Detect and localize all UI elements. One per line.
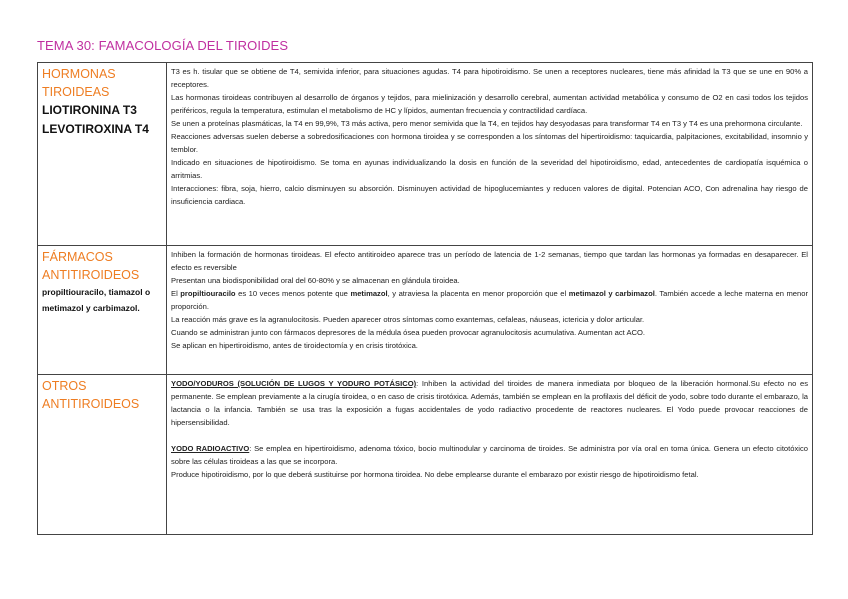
category-cell — [38, 375, 167, 535]
section-heading: YODO RADIOACTIVO — [171, 444, 250, 453]
paragraph: Las hormonas tiroideas contribuyen al desarrollo de órganos y tejidos, para mielinización y desarrollo cerebral, aumentan actividad metabólica y consumo de O2 en casi todos los tejidos periféricos, regula la temperatura, estimulan el metabolismo de HC y lípidos, aumentan frecuencia y contractilidad cardíaca. — [171, 93, 808, 115]
page-title: TEMA 30: FAMACOLOGÍA DEL TIROIDES — [37, 38, 289, 53]
drug-name: propiltiouracilo — [180, 289, 236, 298]
paragraph: Interacciones: fibra, soja, hierro, calcio disminuyen su absorción. Disminuyen actividad de hipoglucemiantes y reducen valores de digital. Potencian ACO, Con adrenalina hay riesgo de insuficiencia cardiaca. — [171, 184, 808, 206]
category-title: FÁRMACOS ANTITIROIDEOS — [42, 250, 140, 282]
description-cell — [167, 63, 813, 246]
paragraph: T3 es h. tisular que se obtiene de T4, semivida inferior, para situaciones agudas. T4 para hipotiroidismo. Se unen a receptores nucleares, tiene más afinidad la T3 que se une en 90% a receptores. — [171, 67, 808, 89]
category-cell — [38, 63, 167, 246]
paragraph: Presentan una biodisponibilidad oral del 60-80% y se almacenan en glándula tiroidea. — [171, 276, 460, 285]
category-drugs: LIOTIRONINA T3 LEVOTIROXINA T4 — [42, 103, 149, 136]
description-cell — [167, 246, 813, 375]
paragraph: YODO/YODUROS (SOLUCIÓN DE LUGOS Y YODURO POTÁSICO): Inhiben la actividad del tiroides de manera inmediata por bloqueo de la liberación hormonal.Su efecto no es permanente. Se emplean previamente a la cirugía tiroidea, o en caso de crisis tirotóxica. Además, también se emplean en la profilaxis del déficit de yodo, sobre todo durante el embarazo, la lactancia o la infancia. También se usa tras la exposición a fugas accidentales de yodo radiactivo procedente de reactores nucleares. El Yodo puede provocar reacciones de hipersensibilidad. — [171, 379, 809, 427]
paragraph: Se aplican en hipertiroidismo, antes de tiroidectomía y en crisis tirotóxica. — [171, 341, 418, 350]
paragraph: Se unen a proteínas plasmáticas, la T4 en 99,9%, T3 más activa, pero menor semivida que la T4, en tejidos hay desyodasas para transformar T4 en T3 y T4 es una prehormona circulante. — [171, 119, 803, 128]
paragraph: Cuando se administran junto con fármacos depresores de la médula ósea pueden provocar agranulocitosis acumulativa. Aumentan act ACO. — [171, 328, 646, 337]
paragraph: Indicado en situaciones de hipotiroidismo. Se toma en ayunas individualizando la dosis en función de la severidad del hipotiroidismo, edad, antecedentes de cardiopatía isquémica o arritmias. — [171, 158, 808, 180]
paragraph: Inhiben la formación de hormonas tiroideas. El efecto antitiroideo aparece tras un período de latencia de 1-2 semanas, tiempo que tardan las hormonas ya formadas en desaparecer. El efecto es reversible — [171, 250, 808, 272]
table-row-otros — [38, 375, 813, 535]
spacer — [171, 429, 808, 442]
description-cell — [167, 375, 813, 535]
drug-name: metimazol y carbimazol — [568, 289, 655, 298]
category-cell — [38, 246, 167, 375]
paragraph: El propiltiouracilo es 10 veces menos potente que metimazol, y atraviesa la placenta en menor proporción que el metimazol y carbimazol. También accede a leche materna en menor proporción. — [171, 289, 808, 311]
section-heading: YODO/YODUROS (SOLUCIÓN DE LUGOS Y YODURO POTÁSICO) — [171, 379, 417, 388]
table-row-hormonas — [38, 63, 813, 246]
notes-table — [37, 62, 813, 535]
paragraph: Reacciones adversas suelen deberse a sobredosificaciones con hormona tiroidea y se corresponden a los síntomas del hipertiroidismo: taquicardia, palpitaciones, excitabilidad, insomnio y temblor. — [171, 132, 808, 154]
category-title: OTROS ANTITIROIDEOS — [42, 379, 140, 411]
category-title: HORMONAS TIROIDEAS — [42, 67, 116, 99]
paragraph: Produce hipotiroidismo, por lo que deberá sustituirse por hormona tiroidea. No debe emplearse durante el embarazo por existir riesgo de hipotiroidismo fetal. — [171, 470, 699, 479]
drug-name: metimazol — [350, 289, 388, 298]
category-drugs: propiltiouracilo, tiamazol o metimazol y carbimazol. — [42, 287, 151, 313]
table-row-antitiroideos — [38, 246, 813, 375]
paragraph: La reacción más grave es la agranulocitosis. Pueden aparecer otros síntomas como exantemas, cefaleas, náuseas, ictericia y dolor articular. — [171, 315, 645, 324]
paragraph: YODO RADIOACTIVO: Se emplea en hipertiroidismo, adenoma tóxico, bocio multinodular y carcinoma de tiroides. Se administra por vía oral en toma única. Genera un efecto citotóxico sobre las células tiroideas a las que se incorpora. — [171, 444, 808, 466]
